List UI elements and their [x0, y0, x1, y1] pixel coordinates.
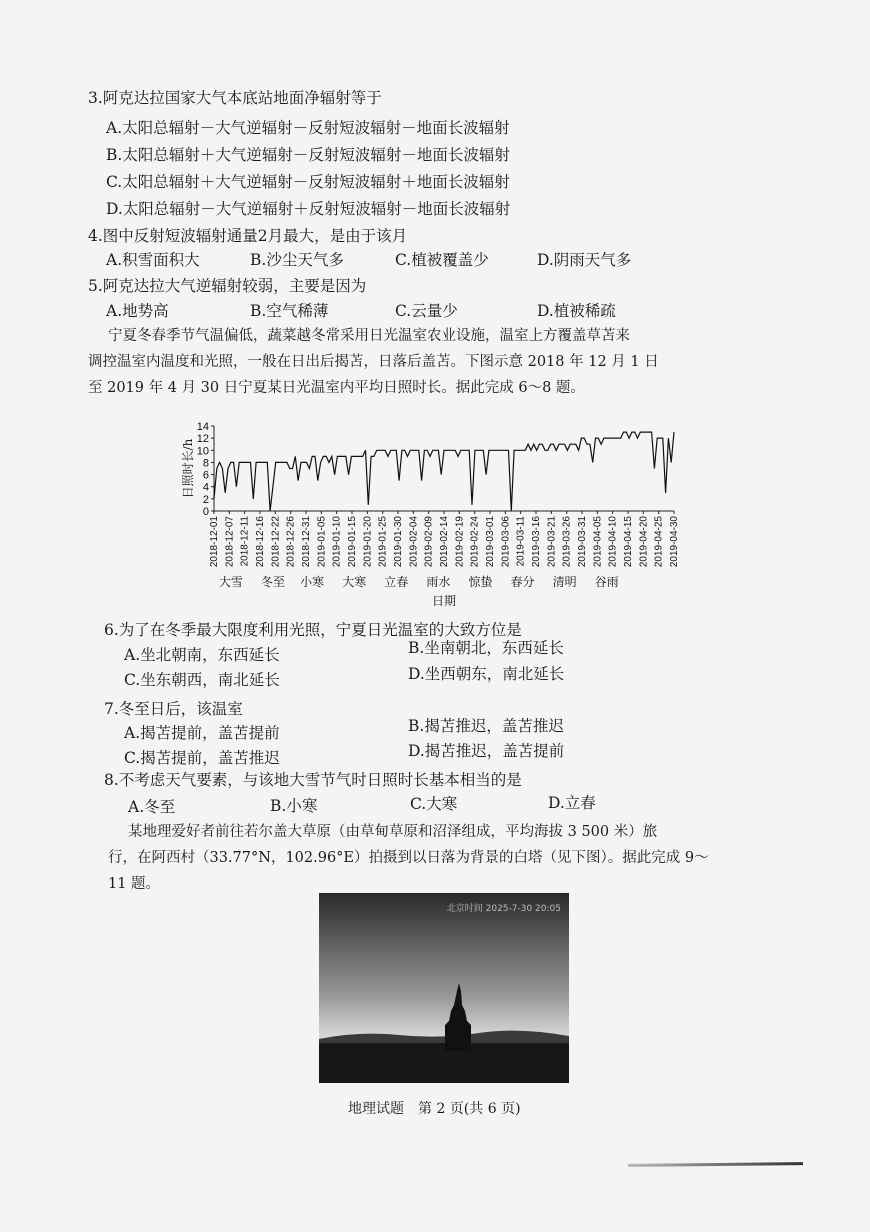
y-tick-label: 6 — [202, 469, 209, 482]
x-tick-label: 2019-04-30 — [669, 516, 680, 568]
solar-term-label: 雨水 — [426, 575, 451, 589]
q3-stem: 3.阿克达拉国家大气本底站地面净辐射等于 — [88, 89, 382, 107]
x-tick-label: 2019-03-21 — [546, 516, 558, 568]
x-tick-label: 2018-12-26 — [285, 516, 297, 568]
passage2-line3: 11 题。 — [108, 876, 161, 892]
x-tick-label: 2019-01-25 — [377, 516, 389, 568]
x-tick-label: 2019-03-26 — [561, 516, 573, 568]
x-tick-label: 2019-04-10 — [607, 516, 619, 568]
x-tick-label: 2018-12-22 — [270, 516, 282, 568]
y-axis-label: 日照时长/h — [181, 438, 195, 499]
x-tick-label: 2019-04-20 — [638, 516, 650, 568]
page-footer: 地理试题 第 2 页(共 6 页) — [348, 1101, 521, 1117]
y-tick-label: 8 — [202, 457, 209, 470]
scan-artifact-line — [628, 1162, 803, 1167]
q4-option-b: B.沙尘天气多 — [250, 251, 344, 269]
solar-term-label: 小寒 — [300, 575, 325, 589]
passage2-line1: 某地理爱好者前往若尔盖大草原（由草甸草原和沼泽组成，平均海拔 3 500 米）旅 — [128, 824, 658, 840]
q6-stem: 6.为了在冬季最大限度利用光照，宁夏日光温室的大致方位是 — [104, 621, 522, 639]
x-tick-label: 2019-01-15 — [347, 516, 358, 568]
x-tick-label: 2018-12-07 — [224, 516, 236, 568]
solar-term-label: 冬至 — [260, 575, 285, 589]
sunshine-duration-chart — [176, 418, 696, 608]
q5-option-b: B.空气稀薄 — [250, 302, 329, 320]
q6-option-a: A.坐北朝南，东西延长 — [124, 646, 280, 664]
x-tick-label: 2019-02-14 — [439, 516, 450, 568]
y-tick-label: 2 — [202, 493, 209, 506]
q3-option-b: B.太阳总辐射＋大气逆辐射－反射短波辐射－地面长波辐射 — [106, 146, 510, 164]
q4-option-d: D.阴雨天气多 — [537, 251, 632, 269]
q6-option-d: D.坐西朝东，南北延长 — [408, 665, 565, 683]
q6-option-b: B.坐南朝北，东西延长 — [408, 639, 564, 657]
q4-stem: 4.图中反射短波辐射通量2月最大，是由于该月 — [88, 227, 408, 245]
y-tick-label: 0 — [202, 506, 209, 518]
q7-option-b: B.揭苫推迟，盖苫推迟 — [408, 717, 564, 735]
x-tick-label: 2019-02-24 — [469, 516, 481, 568]
x-tick-label: 2019-01-30 — [393, 516, 404, 568]
chart-svg — [176, 418, 696, 608]
q8-stem: 8.不考虑天气要素，与该地大雪节气时日照时长基本相当的是 — [104, 771, 522, 789]
solar-term-label: 春分 — [510, 575, 535, 589]
solar-term-label: 立春 — [384, 575, 409, 589]
q3-option-c: C.太阳总辐射＋大气逆辐射－反射短波辐射＋地面长波辐射 — [106, 173, 510, 191]
q5-option-d: D.植被稀疏 — [537, 302, 616, 320]
x-tick-label: 2019-03-01 — [485, 516, 496, 568]
passage1-line1: 宁夏冬春季节气温偏低，蔬菜越冬常采用日光温室农业设施，温室上方覆盖草苫来 — [108, 328, 630, 344]
solar-term-label: 大寒 — [342, 575, 367, 589]
q3-option-d: D.太阳总辐射－大气逆辐射＋反射短波辐射－地面长波辐射 — [106, 200, 511, 218]
y-tick-label: 4 — [202, 481, 209, 494]
q3-option-a: A.太阳总辐射－大气逆辐射－反射短波辐射－地面长波辐射 — [106, 119, 510, 137]
q7-option-a: A.揭苫提前，盖苫提前 — [124, 724, 280, 742]
sunset-pagoda-photo — [319, 893, 569, 1083]
photo-timestamp: 北京时间 2025-7-30 20:05 — [446, 904, 561, 914]
q5-stem: 5.阿克达拉大气逆辐射较弱，主要是因为 — [88, 277, 367, 295]
x-tick-label: 2019-03-11 — [515, 516, 527, 567]
x-tick-label: 2019-03-06 — [500, 516, 512, 568]
x-tick-label: 2019-04-05 — [592, 516, 604, 568]
solar-term-label: 谷雨 — [594, 575, 619, 589]
x-tick-label: 2019-02-19 — [454, 516, 466, 568]
y-tick-label: 14 — [196, 421, 209, 433]
x-tick-label: 2018-12-16 — [255, 516, 266, 568]
q4-option-a: A.积雪面积大 — [106, 251, 200, 269]
x-tick-label: 2019-04-15 — [623, 516, 634, 568]
x-tick-label: 2018-12-01 — [209, 516, 220, 568]
q8-option-a: A.冬至 — [128, 798, 176, 816]
q7-option-d: D.揭苫推迟，盖苫提前 — [408, 742, 565, 760]
x-tick-label: 2019-01-20 — [362, 516, 374, 568]
y-tick-label: 12 — [196, 433, 209, 446]
passage2-line2: 行，在阿西村（33.77°N，102.96°E）拍摄到以日落为背景的白塔（见下图）。据此完成 9～ — [108, 850, 709, 866]
q6-option-c: C.坐东朝西，南北延长 — [124, 671, 280, 689]
sunshine-series-line — [214, 432, 674, 511]
x-tick-label: 2019-04-25 — [653, 516, 665, 568]
q8-option-c: C.大寒 — [410, 795, 458, 813]
x-axis-label: 日期 — [431, 594, 457, 608]
solar-term-label: 清明 — [552, 575, 577, 589]
x-tick-label: 2019-01-05 — [316, 516, 328, 568]
x-tick-label: 2018-12-11 — [239, 516, 251, 567]
x-tick-label: 2019-03-31 — [577, 516, 588, 568]
q7-stem: 7.冬至日后，该温室 — [104, 700, 243, 718]
q5-option-c: C.云量少 — [395, 302, 458, 320]
q8-option-b: B.小寒 — [270, 797, 318, 815]
x-tick-label: 2019-03-16 — [531, 516, 542, 568]
passage1-line2: 调控温室内温度和光照，一般在日出后揭苫，日落后盖苫。下图示意 2018 年 12 月 1 日 — [88, 354, 659, 370]
x-tick-label: 2019-02-04 — [408, 516, 420, 568]
solar-term-label: 大雪 — [218, 575, 243, 589]
x-tick-label: 2018-12-31 — [301, 516, 312, 568]
q4-option-c: C.植被覆盖少 — [395, 251, 489, 269]
y-tick-label: 10 — [196, 445, 209, 458]
q5-option-a: A.地势高 — [106, 302, 169, 320]
q8-option-d: D.立春 — [548, 794, 596, 812]
q7-option-c: C.揭苫提前，盖苫推迟 — [124, 749, 280, 767]
photo-svg — [319, 893, 569, 1083]
passage1-line3: 至 2019 年 4 月 30 日宁夏某日光温室内平均日照时长。据此完成 6～8 题。 — [88, 380, 585, 396]
x-tick-label: 2019-01-10 — [331, 516, 343, 568]
solar-term-label: 惊蛰 — [468, 575, 493, 589]
x-tick-label: 2019-02-09 — [423, 516, 435, 568]
